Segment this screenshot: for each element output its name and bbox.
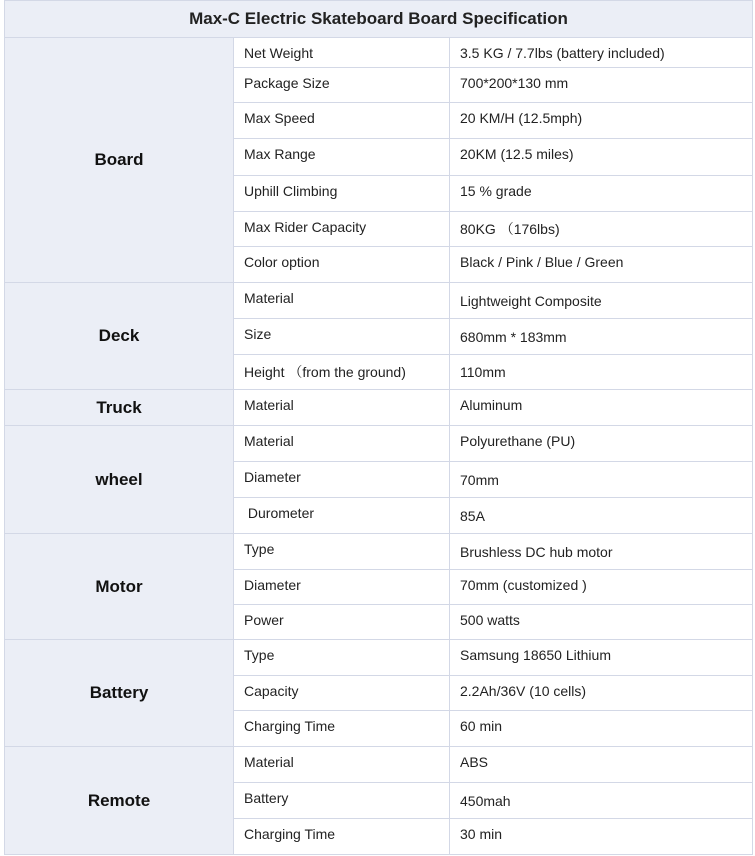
spec-label: Material	[234, 283, 450, 319]
spec-label: Package Size	[234, 68, 450, 103]
spec-value: 2.2Ah/36V (10 cells)	[450, 676, 753, 711]
spec-value: 700*200*130 mm	[450, 68, 753, 103]
table-row	[5, 283, 753, 319]
group-battery: Battery	[5, 640, 234, 747]
spec-value: 110mm	[450, 355, 753, 390]
spec-label: Max Speed	[234, 103, 450, 139]
spec-label: Max Range	[234, 139, 450, 176]
spec-label: Capacity	[234, 676, 450, 711]
table-row	[5, 390, 753, 426]
table-row	[5, 747, 753, 783]
group-wheel: wheel	[5, 426, 234, 534]
spec-label: Battery	[234, 783, 450, 819]
spec-label: Type	[234, 534, 450, 570]
spec-label: Material	[234, 747, 450, 783]
spec-label: Durometer	[234, 498, 450, 534]
spec-label: Charging Time	[234, 819, 450, 855]
spec-label: Material	[234, 390, 450, 426]
spec-value: Lightweight Composite	[450, 283, 753, 319]
spec-value: Black / Pink / Blue / Green	[450, 247, 753, 283]
spec-value: 70mm	[450, 462, 753, 498]
spec-label: Material	[234, 426, 450, 462]
spec-value: 680mm * 183mm	[450, 319, 753, 355]
group-remote: Remote	[5, 747, 234, 855]
spec-value: 20 KM/H (12.5mph)	[450, 103, 753, 139]
spec-value: Samsung 18650 Lithium	[450, 640, 753, 676]
group-truck: Truck	[5, 390, 234, 426]
spec-label: Size	[234, 319, 450, 355]
table-row	[5, 426, 753, 462]
spec-label: Power	[234, 605, 450, 640]
spec-label: Diameter	[234, 570, 450, 605]
spec-label: Uphill Climbing	[234, 176, 450, 212]
group-board: Board	[5, 38, 234, 283]
group-deck: Deck	[5, 283, 234, 390]
spec-value: 60 min	[450, 711, 753, 747]
spec-label: Type	[234, 640, 450, 676]
spec-label: Charging Time	[234, 711, 450, 747]
table-title: Max-C Electric Skateboard Board Specification	[5, 1, 753, 38]
spec-label: Height （from the ground)	[234, 355, 450, 390]
title-row	[5, 1, 753, 38]
spec-table	[4, 0, 753, 855]
spec-value: Brushless DC hub motor	[450, 534, 753, 570]
spec-label: Diameter	[234, 462, 450, 498]
group-motor: Motor	[5, 534, 234, 640]
spec-label: Max Rider Capacity	[234, 212, 450, 247]
spec-value: Aluminum	[450, 390, 753, 426]
spec-value: 20KM (12.5 miles)	[450, 139, 753, 176]
spec-value: 70mm (customized )	[450, 570, 753, 605]
spec-value: Polyurethane (PU)	[450, 426, 753, 462]
spec-value: 30 min	[450, 819, 753, 855]
table-row	[5, 640, 753, 676]
spec-value: 15 % grade	[450, 176, 753, 212]
spec-value: 80KG （176lbs)	[450, 212, 753, 247]
spec-value: 500 watts	[450, 605, 753, 640]
spec-label: Net Weight	[234, 38, 450, 68]
table-row	[5, 534, 753, 570]
spec-value: 3.5 KG / 7.7lbs (battery included)	[450, 38, 753, 68]
spec-value: 85A	[450, 498, 753, 534]
table-row	[5, 38, 753, 68]
spec-value: ABS	[450, 747, 753, 783]
spec-value: 450mah	[450, 783, 753, 819]
spec-label: Color option	[234, 247, 450, 283]
